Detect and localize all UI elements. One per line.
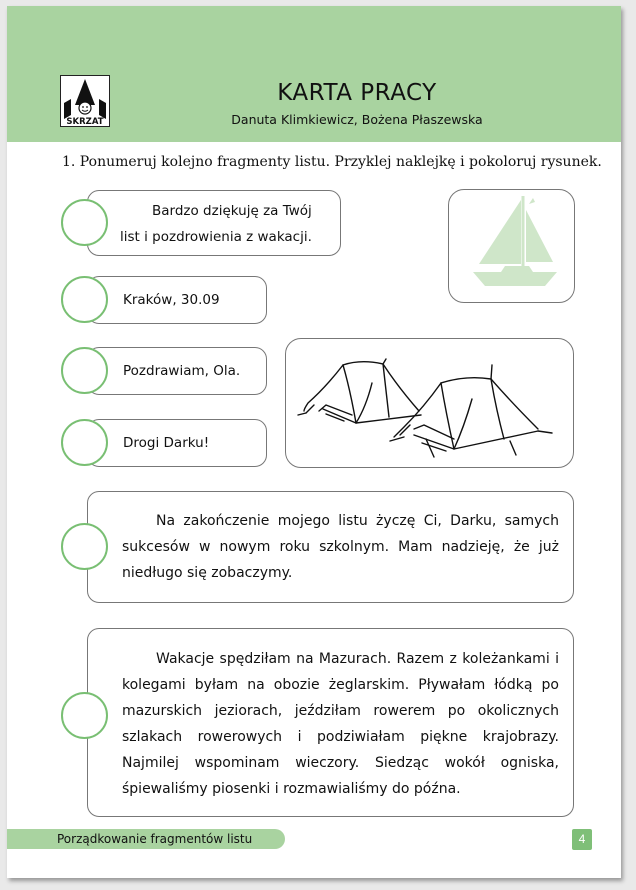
tents-icon <box>286 339 575 469</box>
fragment-story-text: Wakacje spędziłam na Mazurach. Razem z koleżankami i kolegami byłam na obozie żeglarskim. Pływałam łódką po mazurskich jeziorach, jeździłam rowerem po okolicznych szlakach rowerowych i podziwiałam piękne krajobrazy. Najmilej wspominam wieczory. Siedząc wokół ogniska, śpiewaliśmy piosenki i rozmawialiśmy do późna. <box>122 651 559 797</box>
number-circle-story[interactable] <box>61 692 108 739</box>
fragment-closing <box>87 347 267 395</box>
number-circle-thanks[interactable] <box>61 199 108 246</box>
footer-band <box>7 829 285 849</box>
worksheet-page <box>7 6 621 878</box>
number-circle-date[interactable] <box>61 276 108 323</box>
footer-title: Porządkowanie fragmentów listu <box>57 832 253 846</box>
instruction: 1. Ponumeruj kolejno fragmenty listu. Przyklej naklejkę i pokoloruj rysunek. <box>62 154 602 170</box>
number-circle-closing[interactable] <box>61 347 108 394</box>
fragment-closing-text: Pozdrawiam, Ola. <box>123 363 241 379</box>
number-circle-greeting[interactable] <box>61 419 108 466</box>
fragment-date <box>87 276 267 324</box>
tents-picture-box <box>285 338 574 468</box>
authors: Danuta Klimkiewicz, Bożena Płaszewska <box>231 112 483 127</box>
fragment-greeting-text: Drogi Darku! <box>123 435 210 451</box>
fragment-story <box>87 628 574 817</box>
page-title: KARTA PRACY <box>277 80 437 106</box>
number-circle-wishes[interactable] <box>61 523 108 570</box>
fragment-date-text: Kraków, 30.09 <box>123 292 220 308</box>
fragment-thanks-line1: Bardzo dziękuję za Twój <box>152 203 312 219</box>
fragment-wishes <box>87 491 574 603</box>
publisher-logo <box>60 75 110 127</box>
fragment-thanks-line2: list i pozdrowienia z wakacji. <box>120 229 312 245</box>
sailboat-icon <box>449 190 576 304</box>
page-number: 4 <box>572 829 592 850</box>
fragment-wishes-text: Na zakończenie mojego listu życzę Ci, Darku, samych sukcesów w nowym roku szkolnym. Mam nadzieję, że już niedługo się zobaczymy. <box>122 513 559 581</box>
logo-text: SKRZAT <box>66 117 104 127</box>
fragment-greeting <box>87 419 267 467</box>
sticker-box-sailboat[interactable] <box>448 189 575 303</box>
fragment-thanks <box>87 190 341 256</box>
